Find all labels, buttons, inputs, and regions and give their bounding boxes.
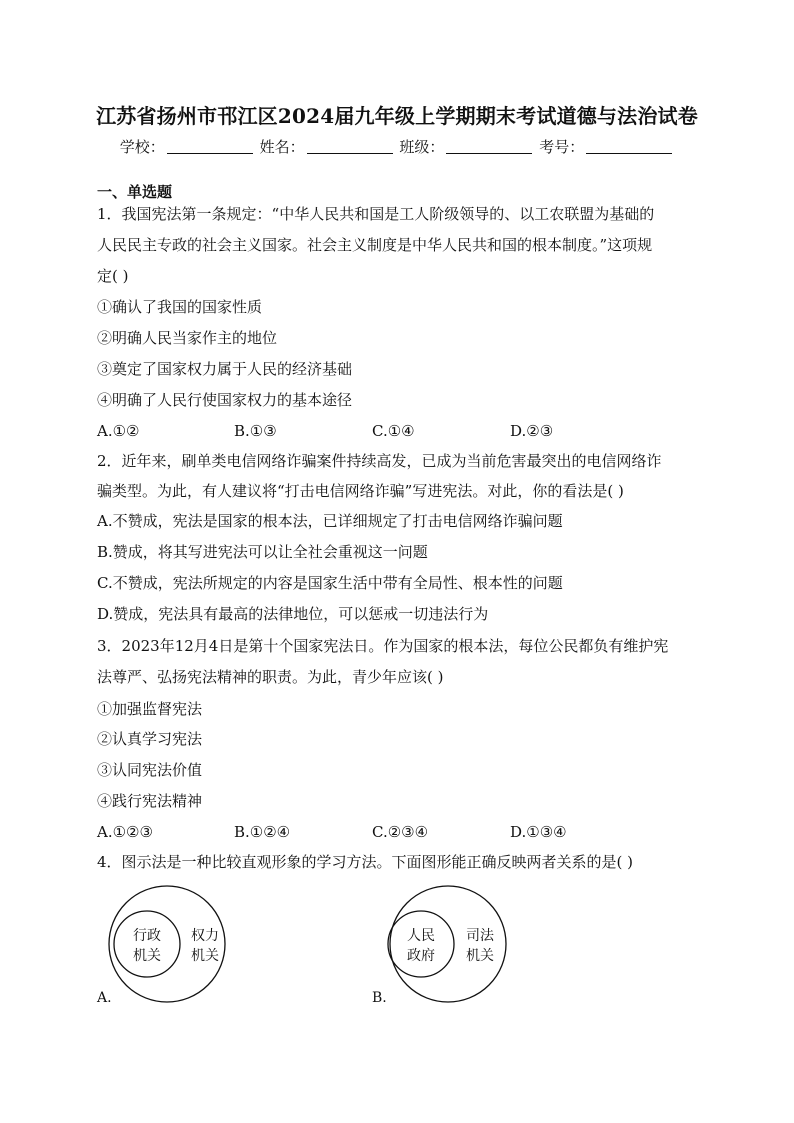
q3-option-c[interactable]: C.②③④ [372,823,429,841]
class-blank[interactable] [446,139,532,154]
q3-statement-1: ①加强监督宪法 [97,700,203,718]
inner-circle-a [114,911,180,977]
q2-option-c[interactable]: C.不赞成，宪法所规定的内容是国家生活中带有全局性、根本性的问题 [97,574,563,592]
diagram-a-label[interactable]: A. [97,990,112,1006]
number-blank[interactable] [586,139,672,154]
diagram-a-outer-line1: 权力 [191,928,219,944]
q1-options [97,421,657,441]
q1-statement-1: ①确认了我国的国家性质 [97,298,263,316]
venn-diagram-b [380,880,520,1015]
exam-title: 江苏省扬州市邗江区2024届九年级上学期期末考试道德与法治试卷 [96,104,698,128]
q3-option-b[interactable]: B.①②④ [234,823,291,841]
diagram-a-outer-line2: 机关 [191,948,219,964]
diagram-b-outer-line1: 司法 [466,928,494,944]
section-heading: 一、单选题 [97,183,173,201]
diagram-b-label[interactable]: B. [372,990,387,1006]
q1-option-b[interactable]: B.①③ [234,422,277,440]
q2-option-a[interactable]: A.不赞成，宪法是国家的根本法，已详细规定了打击电信网络诈骗问题 [97,512,563,530]
q1-stem-line1: 1．我国宪法第一条规定：“中华人民共和国是工人阶级领导的、以工农联盟为基础的 [97,205,655,223]
diagram-b-inner-line1: 人民 [407,928,435,944]
venn-diagram-a [105,880,245,1015]
outer-circle-a [109,886,225,1002]
q3-stem-line1: 3．2023年12月4日是第十个国家宪法日。作为国家的根本法，每位公民都负有维护宪 [97,637,669,655]
q1-statement-4: ④明确了人民行使国家权力的基本途径 [97,391,353,409]
q2-option-b[interactable]: B.赞成，将其写进宪法可以让全社会重视这一问题 [97,543,428,561]
q3-stem-line2: 法尊严、弘扬宪法精神的职责。为此，青少年应该( ) [97,668,444,686]
name-blank[interactable] [307,139,393,154]
outer-circle-b [390,886,506,1002]
q2-option-d[interactable]: D.赞成，宪法具有最高的法律地位，可以惩戒一切违法行为 [97,605,489,623]
q3-options [97,822,657,842]
q1-stem-line2: 人民民主专政的社会主义国家。社会主义制度是中华人民共和国的根本制度。”这项规 [97,236,653,254]
student-info-line [0,136,794,157]
diagram-b-inner-line2: 政府 [407,948,435,964]
q3-statement-4: ④践行宪法精神 [97,792,203,810]
name-label: 姓名： [259,138,305,156]
q1-option-d[interactable]: D.②③ [510,422,554,440]
number-label: 考号： [539,138,585,156]
q1-statement-2: ②明确人民当家作主的地位 [97,329,278,347]
diagram-a-inner-line1: 行政 [133,928,161,944]
q3-option-d[interactable]: D.①③④ [510,823,567,841]
q1-option-c[interactable]: C.①④ [372,422,415,440]
class-label: 班级： [399,138,445,156]
inner-circle-b [388,911,454,977]
school-blank[interactable] [167,139,253,154]
q4-stem-line1: 4．图示法是一种比较直观形象的学习方法。下面图形能正确反映两者关系的是( ) [97,853,634,871]
q2-stem-line1: 2．近年来，刷单类电信网络诈骗案件持续高发，已成为当前危害最突出的电信网络诈 [97,452,662,470]
diagram-a-inner-line2: 机关 [133,948,161,964]
diagram-b-outer-line2: 机关 [466,948,494,964]
q3-option-a[interactable]: A.①②③ [97,823,153,841]
q1-stem-line3: 定( ) [97,267,129,285]
q2-stem-line2: 骗类型。为此，有人建议将“打击电信网络诈骗”写进宪法。对此，你的看法是( ) [97,482,624,500]
q1-statement-3: ③奠定了国家权力属于人民的经济基础 [97,360,353,378]
q3-statement-3: ③认同宪法价值 [97,761,203,779]
school-label: 学校： [119,138,165,156]
q1-option-a[interactable]: A.①② [97,422,140,440]
q3-statement-2: ②认真学习宪法 [97,730,203,748]
